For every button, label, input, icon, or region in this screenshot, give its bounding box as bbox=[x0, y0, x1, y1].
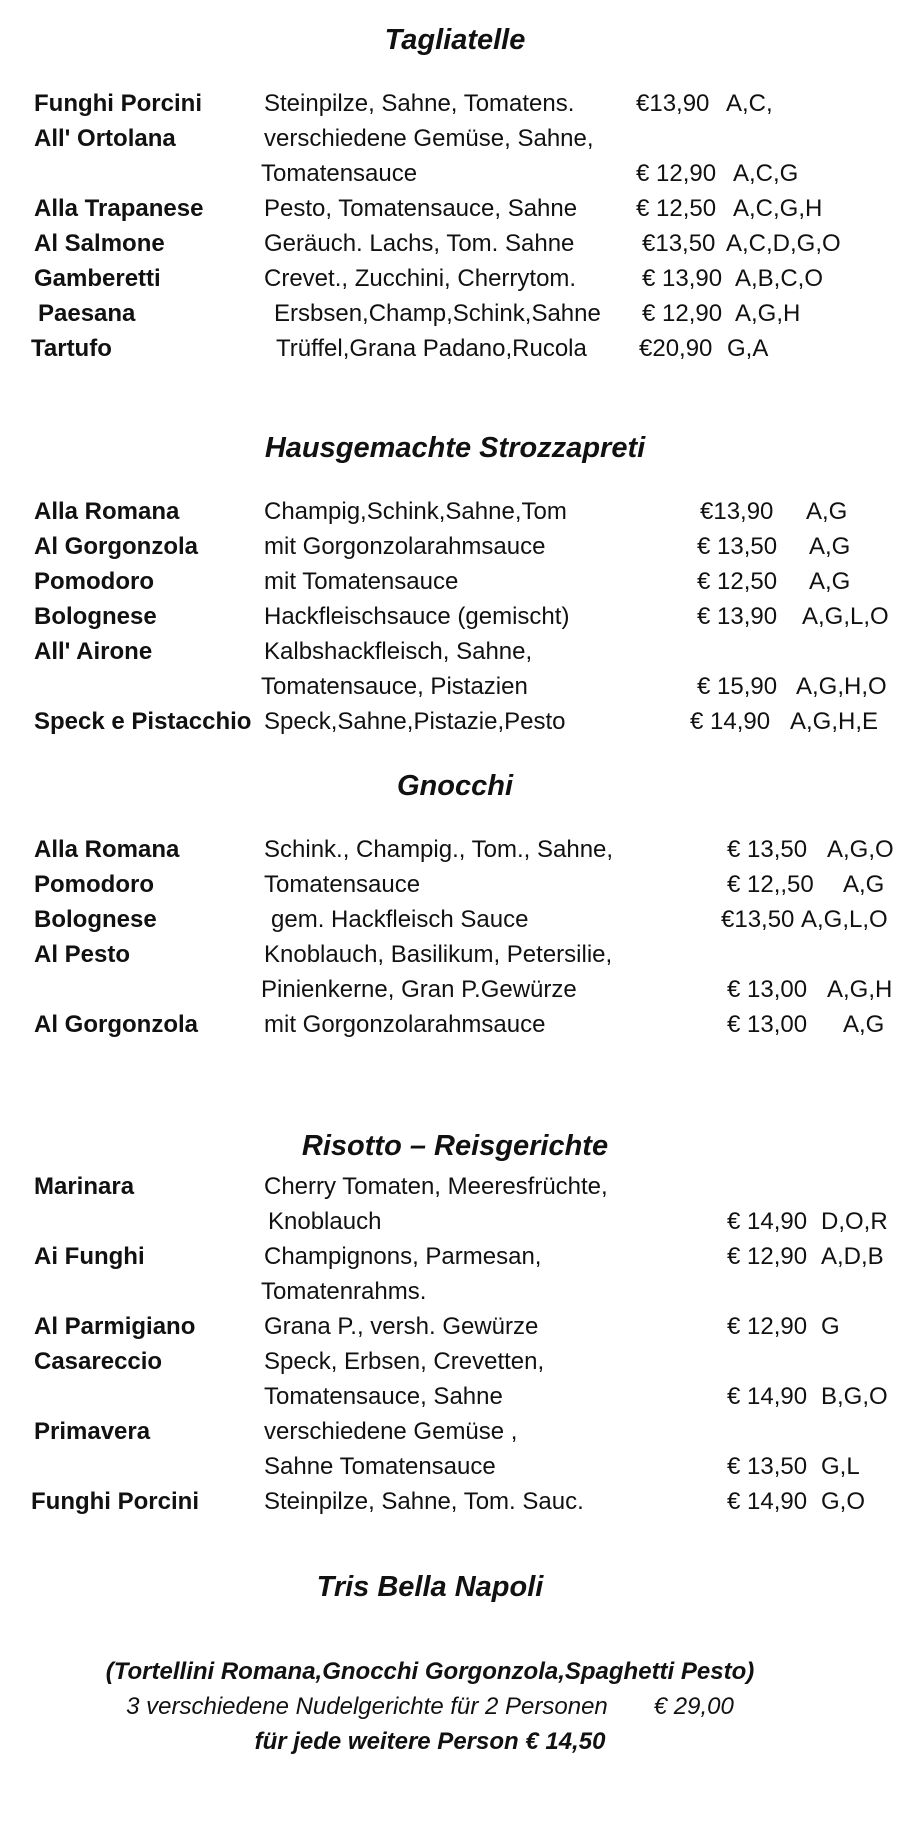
menu-item-row bbox=[0, 704, 910, 739]
dish-allergens: A,G,H,E bbox=[790, 708, 879, 735]
menu-item-row bbox=[0, 1449, 910, 1484]
dish-allergens: A,G,L,O bbox=[801, 906, 888, 933]
dish-price: € 13,50 bbox=[697, 533, 778, 560]
dish-name: Funghi Porcini bbox=[31, 1488, 199, 1515]
dish-allergens: A,G bbox=[809, 533, 851, 560]
dish-price: € 12,50 bbox=[636, 195, 717, 222]
dish-name: Al Salmone bbox=[34, 230, 165, 257]
dish-name: Funghi Porcini bbox=[34, 90, 202, 117]
dish-allergens: A,C,D,G,O bbox=[726, 230, 841, 257]
dish-allergens: G bbox=[821, 1313, 840, 1340]
dish-price: €13,90 bbox=[700, 498, 774, 525]
dish-description: Tomatenrahms. bbox=[261, 1278, 427, 1305]
menu-item-row bbox=[0, 529, 910, 564]
menu-item-row bbox=[0, 1274, 910, 1309]
menu-item-row bbox=[0, 261, 910, 296]
tris-dishes: (Tortellini Romana,Gnocchi Gorgonzola,Spaghetti Pesto) bbox=[105, 1658, 755, 1685]
dish-price: € 12,,50 bbox=[727, 871, 814, 898]
dish-description: Tomatensauce, Sahne bbox=[264, 1383, 503, 1410]
dish-description: Pesto, Tomatensauce, Sahne bbox=[264, 195, 578, 222]
menu-item-row bbox=[0, 1309, 910, 1344]
tris-title: Tris Bella Napoli bbox=[316, 1571, 544, 1603]
dish-description: Trüffel,Grana Padano,Rucola bbox=[276, 335, 587, 362]
dish-name: Al Parmigiano bbox=[34, 1313, 196, 1340]
menu-item-row bbox=[0, 599, 910, 634]
dish-price: € 12,90 bbox=[727, 1313, 808, 1340]
dish-description: Tomatensauce bbox=[261, 160, 418, 187]
dish-allergens: A,G bbox=[809, 568, 851, 595]
menu-item-row bbox=[0, 1379, 910, 1414]
dish-price: € 13,00 bbox=[727, 976, 808, 1003]
menu-item-row bbox=[0, 86, 910, 121]
dish-description: Pinienkerne, Gran P.Gewürze bbox=[261, 976, 577, 1003]
menu-item-row bbox=[0, 564, 910, 599]
tris-extra-person: für jede weitere Person € 14,50 bbox=[254, 1728, 606, 1755]
dish-name: Alla Trapanese bbox=[34, 195, 204, 222]
dish-description: Crevet., Zucchini, Cherrytom. bbox=[264, 265, 577, 292]
dish-name: Al Gorgonzola bbox=[34, 1011, 198, 1038]
menu-item-row bbox=[0, 226, 910, 261]
tris-description: 3 verschiedene Nudelgerichte für 2 Personen bbox=[126, 1693, 608, 1720]
dish-name: Pomodoro bbox=[34, 871, 154, 898]
dish-price: €13,90 bbox=[636, 90, 710, 117]
menu-item-row bbox=[0, 1344, 910, 1379]
menu-item-row bbox=[0, 1414, 910, 1449]
dish-name: Pomodoro bbox=[34, 568, 154, 595]
dish-allergens: A,G,H bbox=[827, 976, 893, 1003]
menu-item-row bbox=[0, 937, 910, 972]
dish-price: € 15,90 bbox=[697, 673, 778, 700]
dish-allergens: G,L bbox=[821, 1453, 860, 1480]
dish-allergens: A,D,B bbox=[821, 1243, 884, 1270]
dish-price: € 13,50 bbox=[727, 836, 808, 863]
dish-price: € 12,50 bbox=[697, 568, 778, 595]
dish-name: Casareccio bbox=[34, 1348, 163, 1375]
dish-price: € 13,90 bbox=[642, 265, 723, 292]
menu-item-row bbox=[0, 494, 910, 529]
dish-name: Al Gorgonzola bbox=[34, 533, 198, 560]
dish-description: Champig,Schink,Sahne,Tom bbox=[264, 498, 567, 525]
menu-item-row bbox=[0, 867, 910, 902]
menu-item-row bbox=[0, 902, 910, 937]
menu-item-row bbox=[0, 1239, 910, 1274]
menu-item-row bbox=[0, 832, 910, 867]
dish-allergens: A,G,H bbox=[735, 300, 801, 327]
dish-name: Ai Funghi bbox=[34, 1243, 145, 1270]
dish-price: €13,50 bbox=[721, 906, 795, 933]
dish-description: Grana P., versh. Gewürze bbox=[264, 1313, 539, 1340]
dish-price: € 12,90 bbox=[642, 300, 723, 327]
dish-allergens: A,C,G,H bbox=[733, 195, 823, 222]
dish-allergens: A,G,L,O bbox=[802, 603, 889, 630]
tris-price: € 29,00 bbox=[653, 1693, 734, 1720]
dish-price: € 13,50 bbox=[727, 1453, 808, 1480]
dish-name: Alla Romana bbox=[34, 836, 180, 863]
menu-item-row bbox=[0, 1484, 910, 1519]
dish-description: Speck, Erbsen, Crevetten, bbox=[264, 1348, 545, 1375]
dish-description: verschiedene Gemüse, Sahne, bbox=[264, 125, 594, 152]
dish-price: € 13,90 bbox=[697, 603, 778, 630]
dish-allergens: A,G,O bbox=[827, 836, 894, 863]
menu-item-row bbox=[0, 191, 910, 226]
dish-description: Geräuch. Lachs, Tom. Sahne bbox=[264, 230, 575, 257]
dish-description: Hackfleischsauce (gemischt) bbox=[264, 603, 570, 630]
dish-price: €20,90 bbox=[639, 335, 713, 362]
dish-description: Knoblauch, Basilikum, Petersilie, bbox=[264, 941, 613, 968]
dish-allergens: D,O,R bbox=[821, 1208, 888, 1235]
dish-allergens: A,G,H,O bbox=[796, 673, 887, 700]
dish-description: mit Gorgonzolarahmsauce bbox=[264, 1011, 546, 1038]
dish-allergens: A,G bbox=[806, 498, 848, 525]
section-title-strozzapreti: Hausgemachte Strozzapreti bbox=[264, 432, 646, 464]
dish-name: Bolognese bbox=[34, 906, 157, 933]
dish-name: Primavera bbox=[34, 1418, 151, 1445]
dish-price: € 14,90 bbox=[727, 1383, 808, 1410]
dish-name: All' Airone bbox=[34, 638, 153, 665]
dish-description: Kalbshackfleisch, Sahne, bbox=[264, 638, 533, 665]
dish-allergens: A,G bbox=[843, 871, 885, 898]
dish-name: Marinara bbox=[34, 1173, 135, 1200]
dish-allergens: A,C,G bbox=[733, 160, 799, 187]
section-title-gnocchi: Gnocchi bbox=[396, 770, 513, 802]
dish-allergens: A,C, bbox=[726, 90, 773, 117]
dish-description: gem. Hackfleisch Sauce bbox=[271, 906, 529, 933]
menu-item-row bbox=[0, 1169, 910, 1204]
dish-price: €13,50 bbox=[642, 230, 716, 257]
section-title-risotto: Risotto – Reisgerichte bbox=[301, 1130, 609, 1162]
dish-price: € 12,90 bbox=[636, 160, 717, 187]
dish-description: Schink., Champig., Tom., Sahne, bbox=[264, 836, 614, 863]
menu-item-row bbox=[0, 296, 910, 331]
dish-description: Cherry Tomaten, Meeresfrüchte, bbox=[264, 1173, 608, 1200]
dish-name: Speck e Pistacchio bbox=[34, 708, 252, 735]
dish-name: Bolognese bbox=[34, 603, 157, 630]
menu-item-row bbox=[0, 1204, 910, 1239]
dish-description: mit Gorgonzolarahmsauce bbox=[264, 533, 546, 560]
menu-item-row bbox=[0, 331, 910, 366]
dish-name: Tartufo bbox=[31, 335, 112, 362]
dish-description: Steinpilze, Sahne, Tomatens. bbox=[264, 90, 575, 117]
menu-item-row bbox=[0, 121, 910, 156]
dish-description: Champignons, Parmesan, bbox=[264, 1243, 542, 1270]
dish-price: € 14,90 bbox=[727, 1488, 808, 1515]
dish-description: Ersbsen,Champ,Schink,Sahne bbox=[274, 300, 601, 327]
dish-description: mit Tomatensauce bbox=[264, 568, 459, 595]
dish-name: Gamberetti bbox=[34, 265, 161, 292]
menu-item-row bbox=[0, 1007, 910, 1042]
dish-description: Speck,Sahne,Pistazie,Pesto bbox=[264, 708, 566, 735]
dish-description: Tomatensauce bbox=[264, 871, 421, 898]
dish-allergens: B,G,O bbox=[821, 1383, 888, 1410]
dish-allergens: G,O bbox=[821, 1488, 866, 1515]
menu-item-row bbox=[0, 972, 910, 1007]
dish-description: Sahne Tomatensauce bbox=[264, 1453, 496, 1480]
dish-allergens: A,G bbox=[843, 1011, 885, 1038]
dish-description: verschiedene Gemüse , bbox=[264, 1418, 518, 1445]
dish-name: Al Pesto bbox=[34, 941, 131, 968]
menu-item-row bbox=[0, 669, 910, 704]
dish-price: € 13,00 bbox=[727, 1011, 808, 1038]
tris-offer bbox=[0, 1689, 860, 1724]
dish-description: Steinpilze, Sahne, Tom. Sauc. bbox=[264, 1488, 584, 1515]
dish-price: € 14,90 bbox=[727, 1208, 808, 1235]
dish-name: All' Ortolana bbox=[34, 125, 176, 152]
dish-name: Alla Romana bbox=[34, 498, 180, 525]
menu-item-row bbox=[0, 156, 910, 191]
dish-price: € 12,90 bbox=[727, 1243, 808, 1270]
dish-allergens: A,B,C,O bbox=[735, 265, 824, 292]
dish-name: Paesana bbox=[38, 300, 136, 327]
dish-description: Knoblauch bbox=[268, 1208, 382, 1235]
dish-description: Tomatensauce, Pistazien bbox=[261, 673, 528, 700]
dish-allergens: G,A bbox=[727, 335, 769, 362]
dish-price: € 14,90 bbox=[690, 708, 771, 735]
menu-item-row bbox=[0, 634, 910, 669]
section-title-tagliatelle: Tagliatelle bbox=[384, 24, 526, 56]
